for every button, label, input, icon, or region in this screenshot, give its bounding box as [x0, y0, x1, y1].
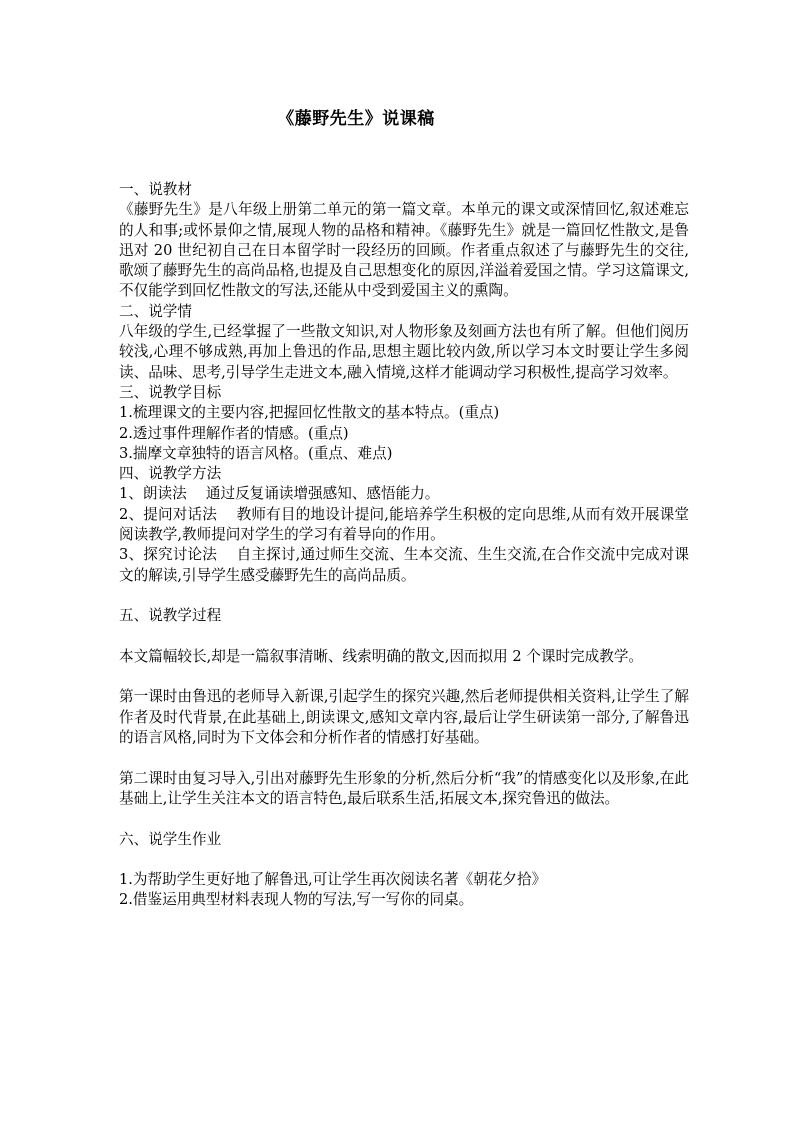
process-paragraph: 第二课时由复习导入,引出对藤野先生形象的分析,然后分析“我”的情感变化以及形象,在此基础上,让学生关注本文的语言特色,最后联系生活,拓展文本,探究鲁迅的做法。 — [119, 769, 689, 807]
section-heading-textbook: 一、说教材 — [119, 181, 192, 198]
section-heading-methods: 四、说教学方法 — [119, 465, 222, 483]
homework-item: 1.为帮助学生更好地了解鲁迅,可让学生再次阅读名著《朝花夕拾》 — [119, 871, 547, 889]
goal-item: 3.揣摩文章独特的语言风格。(重点、难点) — [119, 444, 393, 462]
goal-item: 2.透过事件理解作者的情感。(重点) — [119, 424, 349, 442]
document-body — [119, 180, 689, 911]
paragraph-textbook: 《藤野先生》是八年级上册第二单元的第一篇文章。本单元的课文或深情回忆,叙述难忘的人和事;或怀景仰之情,展现人物的品格和精神。《藤野先生》就是一篇回忆性散文,是鲁迅对 20 世纪初自己在日本留学时一段经历的回顾。作者重点叙述了与藤野先生的交往,歌颂了藤野先生的高尚品格,也提及自己思想变化的原因,洋溢着爱国之情。学习这篇课文,不仅能学到回忆性散文的写法,还能从中受到爱国主义的熏陶。 — [119, 201, 689, 300]
method-item: 2、提问对话法 教师有目的地设计提问,能培养学生积极的定向思维,从而有效开展课堂阅读教学,教师提问对学生的学习有着导向的作用。 — [119, 505, 689, 544]
goal-item: 1.梳理课文的主要内容,把握回忆性散文的基本特点。(重点) — [119, 404, 500, 422]
homework-item: 2.借鉴运用典型材料表现人物的写法,写一写你的同桌。 — [119, 891, 474, 909]
method-item: 3、探究讨论法 自主探讨,通过师生交流、生本交流、生生交流,在合作交流中完成对课文的解读,引导学生感受藤野先生的高尚品质。 — [119, 546, 689, 584]
process-paragraph: 本文篇幅较长,却是一篇叙事清晰、线索明确的散文,因而拟用 2 个课时完成教学。 — [119, 647, 644, 665]
paragraph-students: 八年级的学生,已经掌握了一些散文知识,对人物形象及刻画方法也有所了解。但他们阅历较浅,心理不够成熟,再加上鲁迅的作品,思想主题比较内敛,所以学习本文时要让学生多阅读、品味、思考,引导学生走进文本,融入情境,这样才能调动学习积极性,提高学习效率。 — [119, 323, 689, 381]
section-heading-students: 二、说学情 — [119, 302, 192, 320]
process-paragraph: 第一课时由鲁迅的老师导入新课,引起学生的探究兴趣,然后老师提供相关资料,让学生了解作者及时代背景,在此基础上,朗读课文,感知文章内容,最后让学生研读第一部分,了解鲁迅的语言风格,同时为下文体会和分析作者的情感打好基础。 — [119, 688, 689, 747]
section-heading-process: 五、说教学过程 — [119, 607, 222, 625]
section-heading-goals: 三、说教学目标 — [119, 383, 222, 401]
document-title: 《藤野先生》说课稿 — [277, 109, 435, 129]
section-heading-homework: 六、说学生作业 — [119, 830, 222, 848]
method-item: 1、朗读法 通过反复诵读增强感知、感悟能力。 — [119, 485, 440, 503]
